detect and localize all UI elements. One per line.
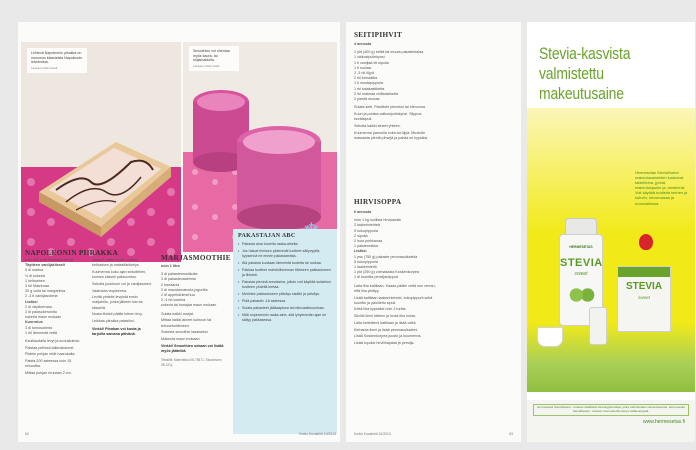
method-text: Keitä liha kypsäksi noin 2 tuntia. xyxy=(354,307,407,312)
ad-headline-line: makeutusaine xyxy=(539,84,624,103)
ingredient-line: 1 keltuainen xyxy=(25,278,45,283)
ingredient-line: sokeria maun mukaan xyxy=(25,315,62,320)
box-product: STEVIA xyxy=(625,281,663,292)
ingredient-line: 2 pientä munaa xyxy=(354,97,380,102)
left-page xyxy=(18,22,340,442)
method-text: Siivilöi liemi talteen ja irrota liha luista. xyxy=(354,314,416,319)
ingredient-line: 2 -3 tl vaniljasokeria xyxy=(25,294,58,299)
ad-headline-line: valmistettu xyxy=(539,64,604,83)
seiti-recipe xyxy=(354,42,436,142)
napoleon-column-2 xyxy=(92,258,154,339)
box-sub: sweet xyxy=(638,295,650,300)
ingredient-line: 1 tl mustapippuria xyxy=(354,81,384,86)
method-text: Sulata seiti. Paloittele pieneksi tai hienonna. xyxy=(354,105,426,110)
method-text: Kuumenna pannulla voita tai öljyä. Muotoile massasta pieniä pihvejä ja paista ne kypsiksi. xyxy=(354,130,429,140)
method-text: Mittaa kaikki aineet kulhoon tai tehosekoittimeen. xyxy=(161,318,212,328)
ingredient-heading: Täytteen vaniljakiisseli xyxy=(25,263,65,268)
tips-title: PAKASTAJAN ABC xyxy=(238,233,296,239)
caption-credit: Laukaan Marmeladi xyxy=(31,65,58,70)
ad-disclaimer: Hermesetas SteviaSweet - tuotteet sisältävät steviolglykosideja, jotka valmistetaan stevia-kasvista. Hermesetas SteviaSweet - tuotteet ovat sokerittomia ja vähäenergisiä. xyxy=(533,404,689,416)
caption-text: Smoothien voi ohentaa myös kaura- tai soijamaidolla. xyxy=(193,49,230,63)
caption-credit: Laukaan Marmeladi xyxy=(193,63,220,68)
ingredient-line: 2 isoa porkkanaa xyxy=(354,239,383,244)
method-text: Paista 200 asteessa noin 15 minuuttia. xyxy=(25,359,72,369)
ingredient-line: 3 dl palasokerointia xyxy=(25,310,57,315)
tip-item: • Mitä nopeammin raaka-aine, sitä lyhyemmän ajan se säilyy pakkasessa. xyxy=(238,313,332,323)
tip-item: • Pakasta aina tuoreita raaka-aineita. xyxy=(238,242,332,247)
ingredient-line: 2 rkl makeaa chilikastiketta xyxy=(354,91,399,96)
ingredient-line: ¾ dl sokeria xyxy=(25,273,45,278)
ingredient-line: 1 pkt (400 g) seitiä tai muuta pakastekalaa xyxy=(354,50,424,55)
page-number: 62 xyxy=(25,432,29,436)
ad-headline-line: Stevia-kasvista xyxy=(539,44,631,63)
strawberry xyxy=(639,234,653,250)
ingredient-line: 2 -3 rkl öljyä xyxy=(354,71,374,76)
ingredient-line: 1 valkosipulinkynsi xyxy=(354,55,385,60)
method-text: Sulata kaikki marjat. xyxy=(161,311,194,316)
ingredient-line: 5 dl maitoa xyxy=(25,268,44,273)
ingredient-line: 1 laakerinlehti xyxy=(354,265,377,270)
method-text: Makeuta maun mukaan. xyxy=(161,336,201,341)
box-top xyxy=(618,267,670,277)
ad-body-text: Hermesetas SteviaSweet makeutusaineiden kaukovat tabletteina, jyvinä, makeutusjauhe ja -nesteenä. Voit käyttää tuotteita teehen ja kahviin, leivonnassa ja ruoanlaitossa. xyxy=(635,170,688,206)
ingredient-line: 1 rkl lämmintä vettä xyxy=(25,330,57,335)
smoothie-photo xyxy=(183,42,337,252)
ingredient-line: 1 pkt (250 g) voimakasta Koskenkorpea xyxy=(354,270,419,275)
napoleon-title: NAPOLEONIN PIIRAKKA xyxy=(25,249,118,257)
tip-item: • Merkitse pakkaukseen päiväys sisältö ja päiväys. xyxy=(238,292,332,297)
smoothie-glasses-image xyxy=(183,42,337,252)
ingredient-heading: Lisäksi xyxy=(354,249,367,254)
method-text: Kuori ja purista valkosipulinkynsi. Silppua kevätsipuli. xyxy=(354,111,422,122)
method-text: Lisää lopuksi hirvilihapalat ja persilja. xyxy=(354,340,415,345)
magazine-name: Kodin Kuvalehti 10/2013 xyxy=(299,432,336,436)
method-text: Kiehauta liemi ja lisää perunasuikaleet. xyxy=(354,327,418,332)
ingredient-line: 3 rkl Maizenaa xyxy=(25,284,49,289)
napoleon-photo xyxy=(21,42,181,262)
serves: noin 1 litra xyxy=(161,264,180,268)
stevia-advertisement xyxy=(527,22,695,442)
tip-text: Vinkki! Piirakan voi koota ja tarjoilla samana päivänä. xyxy=(92,327,141,337)
ingredient-line: noin 400 g eli lehtitaikinalevyt xyxy=(25,258,73,262)
product-cup xyxy=(537,327,563,347)
ingredient-line: 3 dl pakastevadelmia xyxy=(161,277,196,282)
smoothie-caption xyxy=(189,46,239,71)
ingredient-line: 3 dl pakastemustikoita xyxy=(161,272,198,277)
method-text: Sosesta smoothie tasaiseksi. xyxy=(161,330,209,335)
tip-item: • Älä pakasta kuokaan lämmintä tuotetta tai ruokaa. xyxy=(238,261,332,266)
ingredient-line: 5 kokopippuria xyxy=(354,259,378,264)
ingredient-line: sokeria tai hunajaa maun mukaan xyxy=(161,303,217,308)
hirvi-title: HIRVISOPPA xyxy=(354,198,402,206)
ingredient-line: 2 rkl tomaattia xyxy=(354,76,378,81)
ingredient-line: 2 sipulia xyxy=(354,233,368,238)
method-text: Vaahdota vispikerma. xyxy=(92,288,128,293)
method-text: Levitä yhdelle levyistä ensin marjahillo, jonka jälkeen kerros kiisseliä. xyxy=(92,295,143,310)
method-text: Mittaa pohjan reunaan 2 cm. xyxy=(25,371,72,376)
ingredient-line: 2 -4 rkl sokeria xyxy=(161,298,186,303)
napoleon-cake-image xyxy=(21,42,181,262)
jar-brand: HERMESETAS xyxy=(569,245,593,249)
ingredient-line: noin 1 kg luullista hirvipaistia xyxy=(354,218,401,223)
jar-product: STEVIA xyxy=(560,257,603,269)
magazine-name: Kodin Kuvalehti 10/2013 xyxy=(354,432,391,436)
freezer-tips-box xyxy=(233,229,337,434)
ingredient-line: 1 pss (750 g) pakaste perunasuikaleita xyxy=(354,254,418,259)
seiti-title: SEITIPIHVIT xyxy=(354,31,403,39)
ingredient-heading: Kuorrutus xyxy=(25,320,43,325)
ingredient-line: 2 laakerinlehteä xyxy=(354,223,381,228)
method-text: Sekoita kaikki aineet yhteen. xyxy=(354,123,401,128)
page-number: 63 xyxy=(509,432,513,436)
middle-page xyxy=(346,22,521,442)
method-text: Nosta tiiviisti päälle toinen levy. xyxy=(92,312,143,317)
jar-leaves xyxy=(568,285,596,305)
tip-item: • Pidä pakastin -18 asteessa. xyxy=(238,299,332,304)
tip-item: • Sulata pakasteet jääkaapissa tai mikroaaltouunissa. xyxy=(238,306,332,311)
product-box xyxy=(617,266,671,332)
tip-item: • Jos haluat ihmisen pidemmät tuotteet säilyvyyttä, kypsennä ne ennen pakastamista. xyxy=(238,249,332,259)
hirvi-recipe xyxy=(354,210,436,348)
ingredient-line: 1 tl vaniljaa eli sipulia xyxy=(354,60,389,65)
napoleon-column-1 xyxy=(25,258,87,378)
ingredient-line: 1 palsternakka xyxy=(354,244,378,249)
tip-item: • Pakkaa tuotteet mahdollisimman tiiviiseen pakkaukseen ja lihtoisti. xyxy=(238,268,332,278)
credit-text: Tekstiilit: Marimekko 08-75871, Stockmann 08-1211. xyxy=(161,358,222,368)
method-text: kiisselit varten maito, sokeri, keltuainen ja maissitärkkelys. xyxy=(92,258,140,268)
ingredient-heading: Lisäksi xyxy=(25,299,38,304)
napoleon-caption xyxy=(27,48,87,73)
product-bottle xyxy=(589,307,607,345)
ingredient-line: 1 dl tuoretta persiljasilppua xyxy=(354,275,398,280)
serves: 4 annosta xyxy=(354,42,372,46)
method-text: Pistele pohjan reiät haarukalla. xyxy=(25,352,76,357)
serves: 6 annosta xyxy=(354,210,372,214)
smoothie-title: MARJASMOOTHIE xyxy=(161,254,231,262)
method-text: Lisää kattilaan laakerinlehdet, kokopippurit sekä kuorittu ja paloiteltu sipuli. xyxy=(354,295,433,305)
ingredient-line: 2 banaania xyxy=(161,282,180,287)
method-text: Sekoita joukkoon voi ja vaniljasokeri. xyxy=(92,281,153,286)
method-text: Laita keitinliemi kattilaan ja lisää vettä. xyxy=(354,320,417,325)
method-text: Kuumenna koko ajan sekoitellen, kunnes kiisseli paksuuntuu. xyxy=(92,269,147,280)
ingredient-line: 1 tl suolaa xyxy=(354,65,371,70)
ingredient-line: 5 kokopippuria xyxy=(354,228,378,233)
smoothie-column xyxy=(161,264,227,370)
method-text: Lisää Koskenkorpea juusto ja kuumenna. xyxy=(354,334,422,339)
tip-item: • Pakasta pieninä annoksina, jolloin voit käyttää sulatetun tuotteen yhdellä kertaa. xyxy=(238,280,332,290)
tip-text: Vinkki! Smoothien sekaan voi lisätä myös jäätelöä. xyxy=(161,343,224,353)
ingredient-line: 3 dl maustamatonta jogurttia xyxy=(161,287,208,292)
ingredient-line: 2 dl appelsiinimehua xyxy=(161,293,195,298)
ad-headline xyxy=(539,44,662,104)
caption-text: Lehtevä Napoleonin piirakka on muunnos klassisista Napoleonin leivoksista. xyxy=(31,51,83,65)
ingredient-line: 2 dl vispikermaa xyxy=(25,304,52,309)
method-text: Laita liha kattilaan. Kaada päälle vettä sen verran, että liha peittyy. xyxy=(354,283,436,293)
ingredient-line: 1 rkl kalakastiketta xyxy=(354,86,385,91)
method-text: Paistaa pellissä taikinakannet. xyxy=(25,345,75,350)
ingredient-line: 30 g voita tai margariinia xyxy=(25,289,66,294)
jar-sub: sweet xyxy=(574,271,588,277)
ad-url[interactable]: www.hermesetas.fi xyxy=(643,419,685,425)
ingredient-line: 3 dl tomusokeria xyxy=(25,325,53,330)
method-text: Leikkaa piirakka palasiksi. xyxy=(92,319,135,324)
method-text: Kaulilaudalla levyt ja suorakulmio. xyxy=(25,339,81,344)
